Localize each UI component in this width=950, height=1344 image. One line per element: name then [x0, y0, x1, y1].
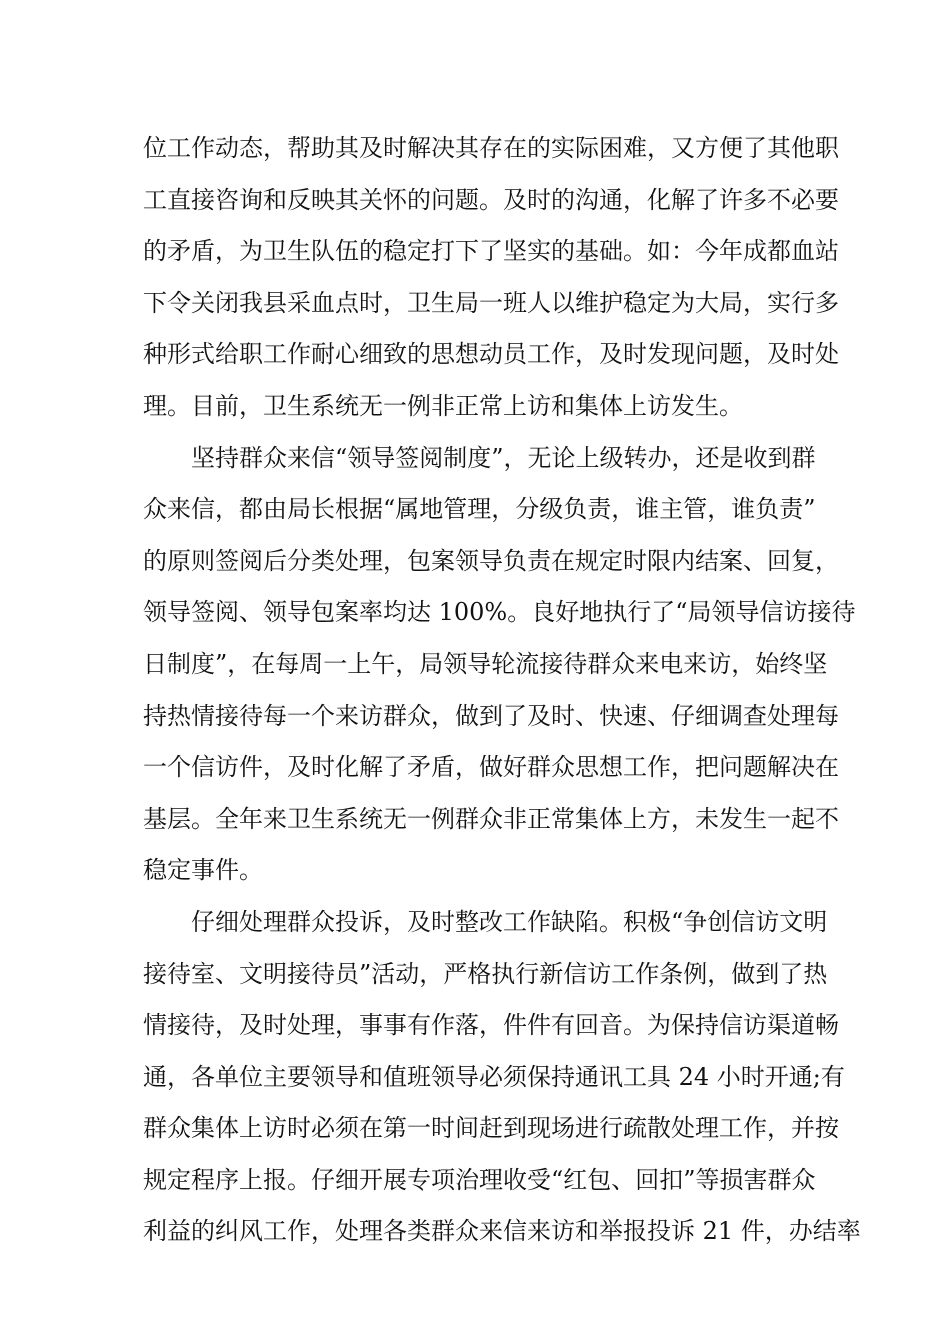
text-line: 的矛盾，为卫生队伍的稳定打下了坚实的基础。如：今年成都血站	[143, 237, 839, 266]
text-line: 基层。全年来卫生系统无一例群众非正常集体上方，未发生一起不	[143, 804, 839, 833]
text-line: 下令关闭我县采血点时，卫生局一班人以维护稳定为大局，实行多	[143, 288, 839, 317]
paragraph-first-line: 仔细处理群众投诉，及时整改工作缺陷。积极“争创信访文明	[191, 907, 828, 936]
body-text	[143, 123, 861, 1258]
text-line: 位工作动态，帮助其及时解决其存在的实际困难，又方便了其他职	[143, 134, 839, 162]
text-line: 日制度”，在每周一上午，局领导轮流接待群众来电来访，始终坚	[143, 649, 828, 678]
text-line: 的原则签阅后分类处理，包案领导负责在规定时限内结案、回复，	[143, 546, 839, 575]
text-line: 接待室、文明接待员”活动，严格执行新信访工作条例，做到了热	[143, 959, 828, 988]
text-line: 通，各单位主要领导和值班领导必须保持通讯工具 24 小时开通;有	[143, 1062, 845, 1091]
text-line: 一个信访件，及时化解了矛盾，做好群众思想工作，把问题解决在	[143, 753, 839, 782]
text-line: 领导签阅、领导包案率均达 100%。良好地执行了“局领导信访接待	[143, 598, 856, 627]
text-line: 情接待，及时处理，事事有作落，件件有回音。为保持信访渠道畅	[143, 1011, 839, 1040]
text-line: 种形式给职工作耐心细致的思想动员工作，及时发现问题，及时处	[143, 340, 839, 369]
text-line: 利益的纠风工作，处理各类群众来信来访和举报投诉 21 件，办结率	[143, 1217, 861, 1246]
text-line: 规定程序上报。仔细开展专项治理收受“红包、回扣”等损害群众	[143, 1165, 816, 1194]
text-line: 稳定事件。	[143, 856, 263, 885]
text-line: 理。目前，卫生系统无一例非正常上访和集体上访发生。	[143, 391, 743, 420]
text-line: 持热情接待每一个来访群众，做到了及时、快速、仔细调查处理每	[143, 701, 839, 730]
text-line: 众来信，都由局长根据“属地管理，分级负责，谁主管，谁负责”	[143, 495, 816, 524]
text-line: 工直接咨询和反映其关怀的问题。及时的沟通，化解了许多不必要	[143, 185, 839, 214]
text-line: 群众集体上访时必须在第一时间赶到现场进行疏散处理工作，并按	[143, 1114, 839, 1143]
paragraph-first-line: 坚持群众来信“领导签阅制度”，无论上级转办，还是收到群	[191, 443, 816, 472]
